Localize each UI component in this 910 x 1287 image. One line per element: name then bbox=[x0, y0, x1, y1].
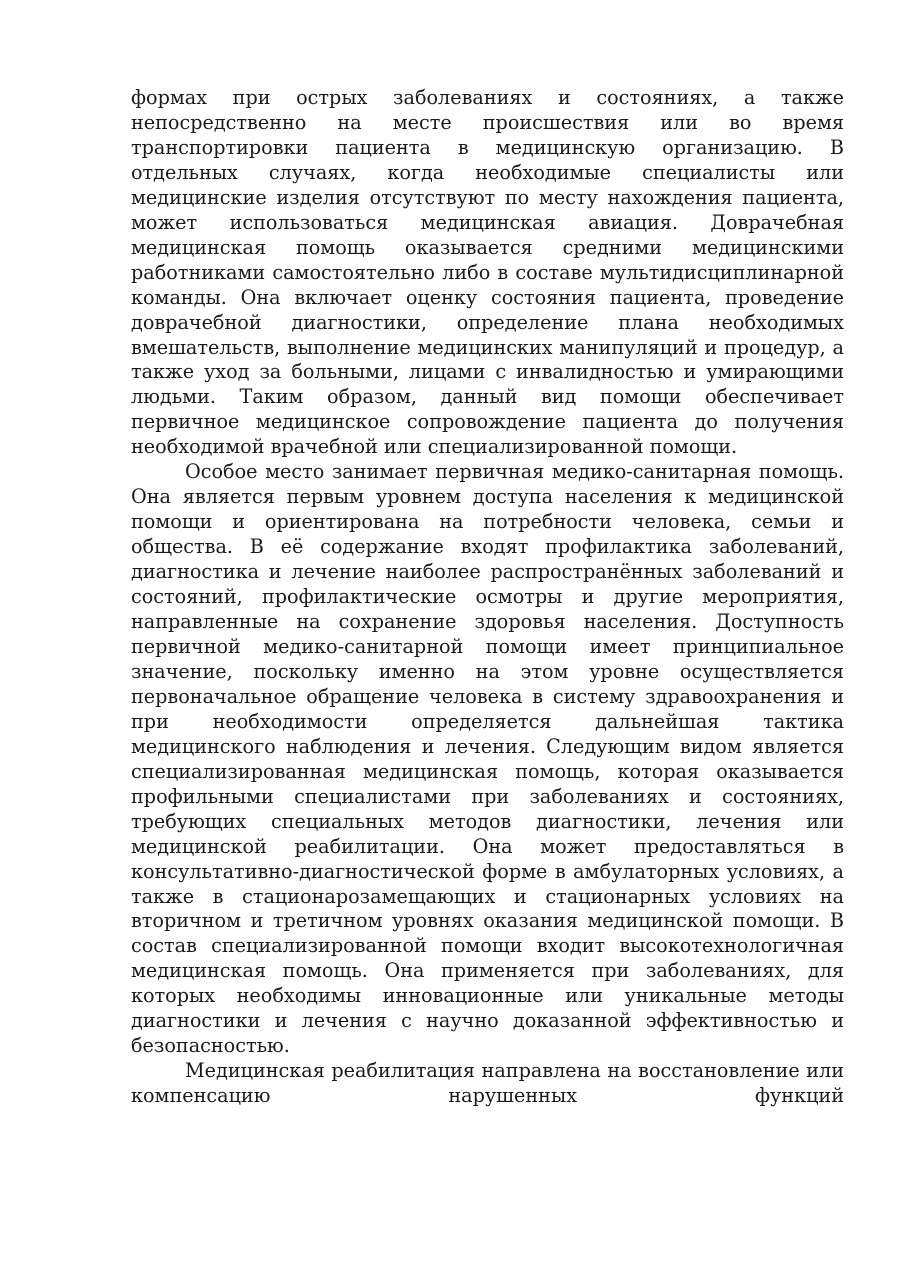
paragraph-rehabilitation: Медицинская реабилитация направлена на восстановление или компенсацию нарушенных функций bbox=[131, 1059, 844, 1108]
document-body bbox=[131, 86, 844, 1109]
paragraph-emergency-care: формах при острых заболеваниях и состояниях, а также непосредственно на месте происшествия или во время транспортировки пациента в медицинскую организацию. В отдельных случаях, когда необходимые специалисты или медицинские изделия отсутствуют по месту нахождения пациента, может использоваться медицинская авиация. Доврачебная медицинская помощь оказывается средними медицинскими работниками самостоятельно либо в составе мультидисциплинарной команды. Она включает оценку состояния пациента, проведение доврачебной диагностики, определение плана необходимых вмешательств, выполнение медицинских манипуляций и процедур, а также уход за больными, лицами с инвалидностью и умирающими людьми. Таким образом, данный вид помощи обеспечивает первичное медицинское сопровождение пациента до получения необходимой врачебной или специализированной помощи. bbox=[131, 86, 844, 459]
paragraph-primary-care: Особое место занимает первичная медико-санитарная помощь. Она является первым уровнем доступа населения к медицинской помощи и ориентирована на потребности человека, семьи и общества. В её содержание входят профилактика заболеваний, диагностика и лечение наиболее распространённых заболеваний и состояний, профилактические осмотры и другие мероприятия, направленные на сохранение здоровья населения. Доступность первичной медико-санитарной помощи имеет принципиальное значение, поскольку именно на этом уровне осуществляется первоначальное обращение человека в систему здравоохранения и при необходимости определяется дальнейшая тактика медицинского наблюдения и лечения. Следующим видом является специализированная медицинская помощь, которая оказывается профильными специалистами при заболеваниях и состояниях, требующих специальных методов диагностики, лечения или медицинской реабилитации. Она может предоставляться в консультативно-диагностической форме в амбулаторных условиях, а также в стационарозамещающих и стационарных условиях на вторичном и третичном уровнях оказания медицинской помощи. В состав специализированной помощи входит высокотехнологичная медицинская помощь. Она применяется при заболеваниях, для которых необходимы инновационные или уникальные методы диагностики и лечения с научно доказанной эффективностью и безопасностью. bbox=[131, 460, 844, 1058]
